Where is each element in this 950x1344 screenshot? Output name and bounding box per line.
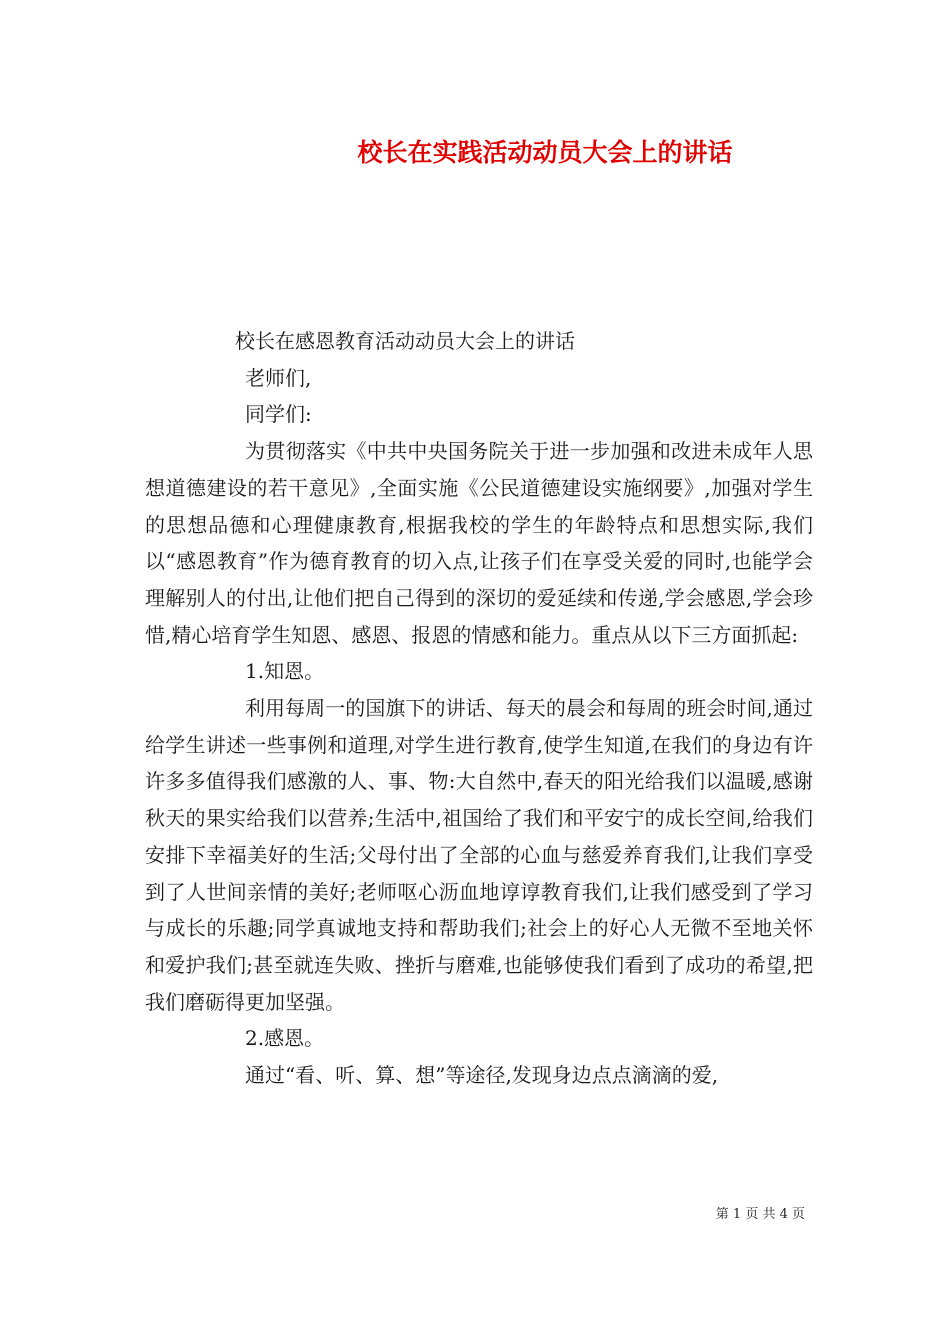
salutation-teachers: 老师们, [245,365,312,390]
section-label-know-gratitude: 1.知恩。 [245,659,325,684]
know-gratitude-paragraph: 利用每周一的国旗下的讲话、每天的晨会和每周的班会时间,通过给学生讲述一些事例和道理,对学生进行教育,使学生知道,在我们的身边有许许多多值得我们感激的人、事、物:大自然中,春天的阳光给我们以温暖,感谢秋天的果实给我们以营养;生活中,祖国给了我们和平安宁的成长空间,给我们安排下幸福美好的生活;父母付出了全部的心血与慈爱养育我们,让我们享受到了人世间亲情的美好;老师呕心沥血地谆谆教育我们,让我们感受到了学习与成长的乐趣;同学真诚地支持和帮助我们;社会上的好心人无微不至地关怀和爱护我们;甚至就连失败、挫折与磨难,也能够使我们看到了成功的希望,把我们磨砺得更加坚强。 [145,696,813,1014]
document-body [145,323,813,1094]
section-label-feel-gratitude: 2.感恩。 [245,1026,325,1051]
intro-paragraph: 为贯彻落实《中共中央国务院关于进一步加强和改进未成年人思想道德建设的若干意见》,全面实施《公民道德建设实施纲要》,加强对学生的思想品德和心理健康教育,根据我校的学生的年龄特点和思想实际,我们以“感恩教育”作为德育教育的切入点,让孩子们在享受关爱的同时,也能学会理解别人的付出,让他们把自己得到的深切的爱延续和传递,学会感恩,学会珍惜,精心培育学生知恩、感恩、报恩的情感和能力。重点从以下三方面抓起: [145,439,813,647]
page-title: 校长在实践活动动员大会上的讲话 [357,138,733,167]
speech-heading: 校长在感恩教育活动动员大会上的讲话 [235,329,575,353]
salutation-students: 同学们: [245,402,312,427]
feel-gratitude-paragraph: 通过“看、听、算、想”等途径,发现身边点点滴滴的爱, [245,1063,719,1088]
page-indicator: 第 1 页 共 4 页 [715,1207,805,1222]
